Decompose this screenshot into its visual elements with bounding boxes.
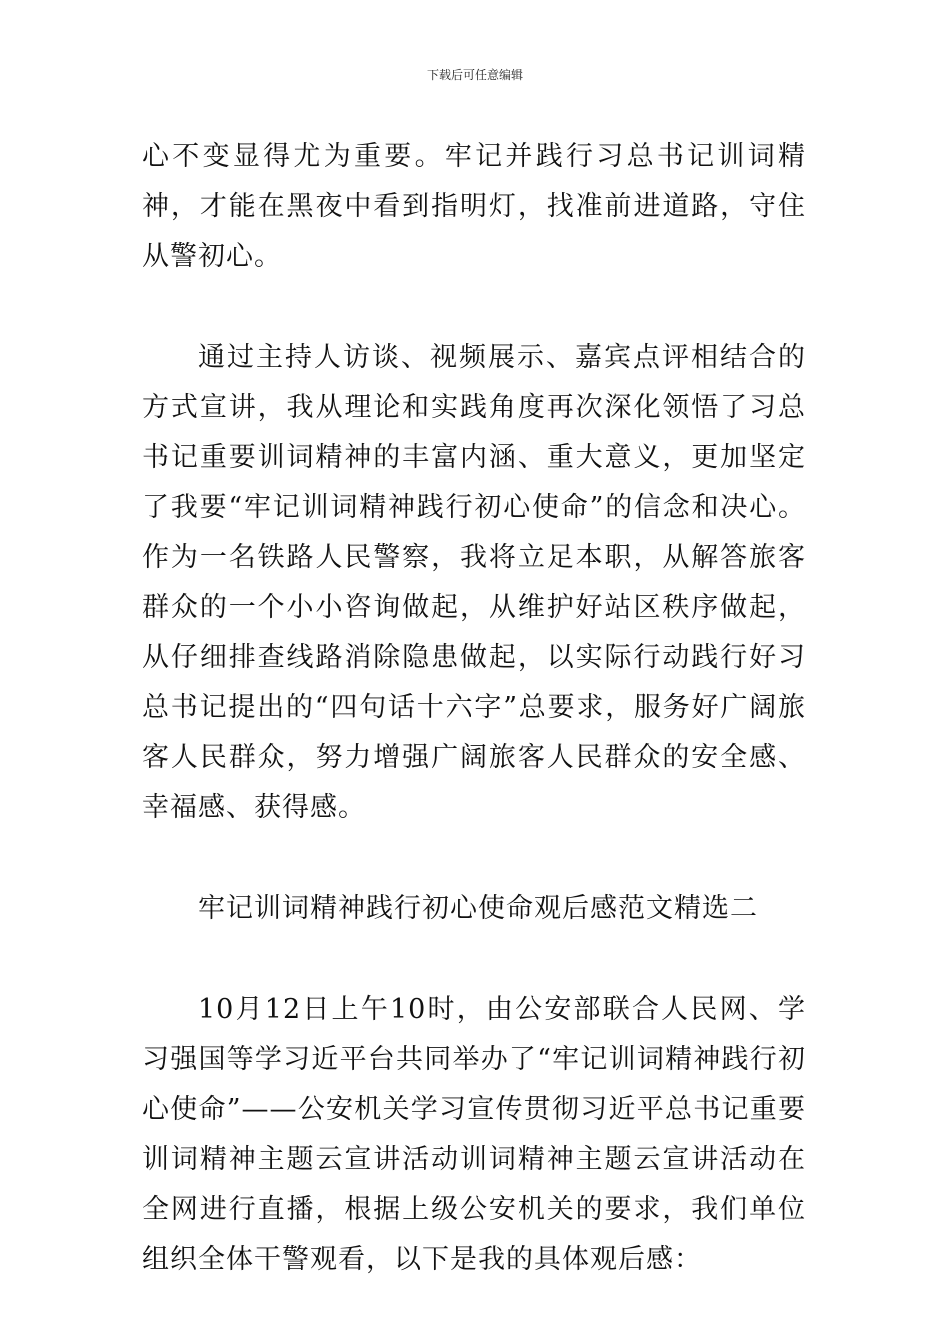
- paragraph-event: 10月12日上午10时，由公安部联合人民网、学习强国等学习近平台共同举办了“牢记训词精神践行初心使命”——公安机关学习宣传贯彻习近平总书记重要训词精神主题云宣讲活动训词精神主题云宣讲活动在全网进行直播，根据上级公安机关的要求，我们单位组织全体干警观看，以下是我的具体观后感：: [142, 994, 806, 1275]
- paragraph-continuation: 心不变显得尤为重要。牢记并践行习总书记训词精神，才能在黑夜中看到指明灯，找准前进道路，守住从警初心。: [142, 141, 806, 272]
- header-note: 下载后可任意编辑: [426, 68, 523, 82]
- section-title: 牢记训词精神践行初心使命观后感范文精选二: [198, 893, 758, 924]
- paragraph-gap: [142, 833, 806, 884]
- paragraph-gap: [142, 282, 806, 333]
- document-body: [142, 132, 806, 1285]
- paragraph-gap: [142, 934, 806, 985]
- paragraph-reflection: 通过主持人访谈、视频展示、嘉宾点评相结合的方式宣讲，我从理论和实践角度再次深化领悟了习总书记重要训词精神的丰富内涵、重大意义，更加坚定了我要“牢记训词精神践行初心使命”的信念和决心。作为一名铁路人民警察，我将立足本职，从解答旅客群众的一个小小咨询做起，从维护好站区秩序做起，从仔细排查线路消除隐患做起，以实际行动践行好习总书记提出的“四句话十六字”总要求，服务好广阔旅客人民群众，努力增强广阔旅客人民群众的安全感、幸福感、获得感。: [142, 342, 806, 823]
